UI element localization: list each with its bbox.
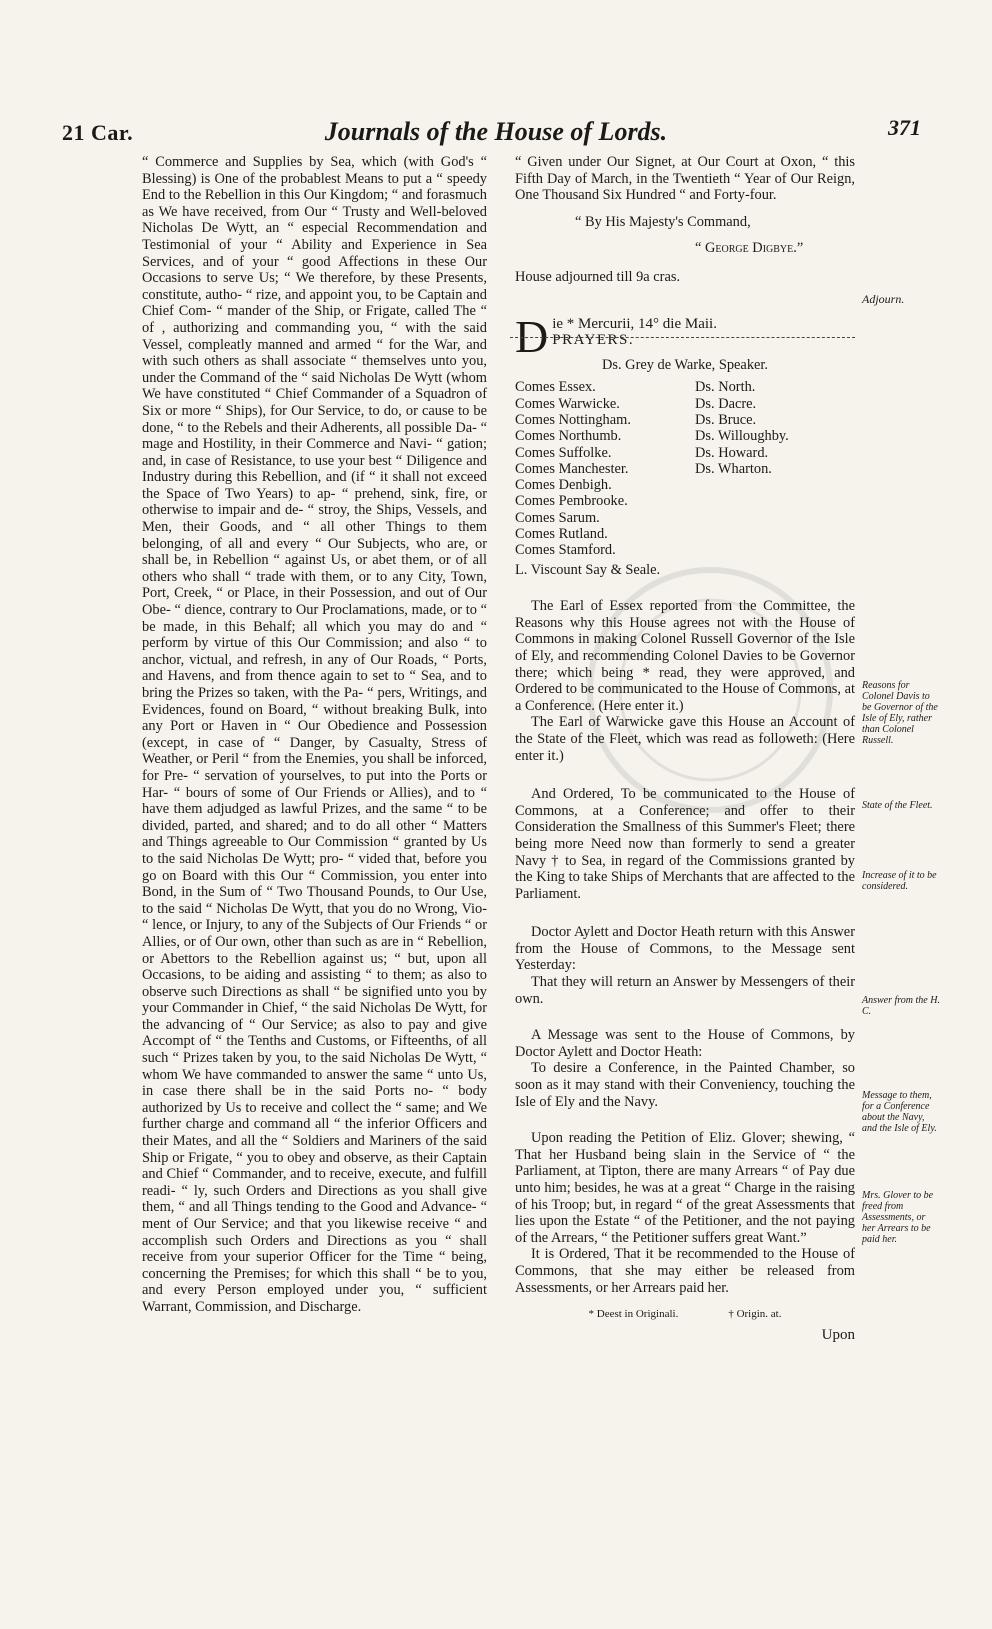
section-rule [510, 337, 855, 338]
answer-return: Doctor Aylett and Doctor Heath return with this Answer from the House of Commons, to the Message sent Yesterday: [515, 924, 855, 974]
attendee-comites-5: Comes Manchester. [515, 460, 629, 477]
attendee-comites-1: Comes Warwicke. [515, 395, 620, 412]
attendee-comites-0: Comes Essex. [515, 379, 596, 396]
margin-note-message: Message to them, for a Conference about the Navy, and the Isle of Ely. [862, 1090, 937, 1134]
attendee-domini-2: Ds. Bruce. [695, 411, 757, 428]
signature: “ George Digbye.” [695, 240, 804, 257]
glover-petition: Upon reading the Petition of Eliz. Glover; shewing, “ That her Husband being slain in the Service of “ the Parliament, at Tipton, there are many Arrears “ of Pay due unto him; besides, he was at a great “ Charge in the raising of his Troop; but, in regard “ of the great Assessments that lies upon the Estate “ of the Petitioner, and the not paying of the Arrears, “ the Petitioner suffers great Want.” [515, 1130, 855, 1246]
attendee-domini-0: Ds. North. [695, 379, 756, 396]
viscount-line: L. Viscount Say & Seale. [515, 561, 661, 578]
running-title: Journals of the House of Lords. [324, 117, 668, 146]
footnote-deest: * Deest in Originali. [588, 1308, 679, 1321]
attendee-comites-3: Comes Northumb. [515, 428, 622, 445]
margin-note-answer: Answer from the H. C. [862, 995, 940, 1017]
adjourned-line: House adjourned till 9a cras. [515, 268, 681, 285]
attendee-domini-3: Ds. Willoughby. [695, 428, 789, 445]
speaker-line: Ds. Grey de Warke, Speaker. [601, 356, 768, 373]
message-sent: A Message was sent to the House of Commons, by Doctor Aylett and Doctor Heath: [515, 1027, 855, 1060]
attendee-domini-5: Ds. Wharton. [695, 460, 772, 477]
margin-note-fleet: State of the Fleet. [862, 800, 933, 811]
margin-note-increase: Increase of it to be considered. [862, 870, 937, 892]
signet-given: “ Given under Our Signet, at Our Court at Oxon, “ this Fifth Day of March, in the Twentieth “ Year of Our Reign, One Thousand Six Hundred “ and Forty-four. [515, 154, 855, 204]
answer-text: That they will return an Answer by Messengers of their own. [515, 974, 855, 1007]
footnotes [515, 1306, 855, 1323]
domini-list [695, 379, 855, 558]
watermark-seal [560, 560, 860, 820]
catchword: Upon [821, 1326, 855, 1343]
regnal-year: 21 Car. [62, 120, 134, 145]
attendee-comites-8: Comes Sarum. [515, 509, 600, 526]
sitting-date: ie * Mercurii, 14° die Maii. [552, 315, 717, 332]
attendee-domini-4: Ds. Howard. [695, 444, 769, 461]
left-column [142, 154, 487, 1316]
margin-note-adjourn: Adjourn. [862, 292, 905, 306]
footnote-origin: † Origin. at. [728, 1308, 782, 1321]
attendee-comites-7: Comes Pembrooke. [515, 493, 628, 510]
glover-order: It is Ordered, That it be recommended to the House of Commons, that she may either be released from Assessments, or her Arrears paid her. [515, 1246, 855, 1296]
margin-note-glover: Mrs. Glover to be freed from Assessments, or her Arrears to be paid her. [862, 1190, 934, 1245]
warwicke-account: The Earl of Warwicke gave this House an Account of the State of the Fleet, which was read as followeth: (Here enter it.) [515, 714, 855, 764]
attendance-list [515, 379, 855, 558]
prayers-heading: PRAYERS. [552, 332, 635, 349]
ordered-fleet: And Ordered, To be communicated to the House of Commons, at a Conference; and offer to their Consideration the Smallness of this Summer's Fleet; there being more Need now than formerly to send a greater Navy † to Sea, in regard of the Commissions granted by the King to take Ships of Merchants that are affected to the Parliament. [515, 786, 855, 902]
comites-list [515, 379, 695, 558]
commission-text: “ Commerce and Supplies by Sea, which (with God's “ Blessing) is One of the probablest Means to put a “ speedy End to the Rebellion in this Our Kingdom; “ and forasmuch as We have received, from Our “ Trusty and Well-beloved Nicholas De Wytt, an “ especial Recommendation and Testimonial of your “ Ability and Experience in Sea Services, and of your “ good Affections in these Our Occasions to serve Us; “ We therefore, by these Presents, constitute, autho- “ rize, and appoint you, to be Captain and Chief Com- “ mander of the Ship, or Frigate, called The “ of , authorizing and commanding you, “ with the said Vessel, compleatly manned and armed “ for the War, and with such others as shall associate “ themselves unto you, under the Command of the “ said Nicholas De Wytt (whom We have constituted “ Chief Commander of a Squadron of Six or more “ Ships), for Our Service, to do, or cause to be done, “ to the Rebels and their Adherents, all possible Da- “ mage and Hostility, in their Commerce and Navi- “ gation; and, in case of Resistance, to use your best “ Diligence and Industry during this Rebellion, and (if “ it shall not exceed the Space of Two Years) to ap- “ prehend, sink, fire, or otherwise to impair and de- “ stroy, the Ships, Vessels, and Men, their Goods, and “ all other Things to them belonging, of all and every “ Our Subjects, who are, or shall be, in Rebellion “ against Us, or abet them, or of all others who shall “ trade with them, or to any City, Town, Port, Creek, “ or Place, in their Possession, and out of Our Obe- “ dience, contrary to Our Proclamations, made, or to “ be made, in this Behalf; all which you may do and “ perform by virtue of this Our Commission; and also “ to anchor, victual, and refresh, in any of Our Roads, “ Ports, and Havens, and from thence again to set to “ Sea, and to bring the Prizes so taken, with the Pa- “ pers, Writings, and Evidences, found on Board, “ without breaking Bulk, into any Port or Haven in “ Our Obedience and Possession (except, in case of “ Danger, by Casualty, Stress of Weather, or Peril “ from the Enemies, you shall be inforced, for Pre- “ servation of yourselves, to put into the Ports or Har- “ bours of some of Our Friends or Allies), and to “ have them adjudged as lawful Prizes, and the same “ to be divided, parted, and shared; and to do all other “ Matters and Things agreeable to Our Commission “ granted by Us to the said Nicholas De Wytt; pro- “ vided that, before you go on Board with this Our “ Commission, you enter into Bond, in the Sum of “ Two Thousand Pounds, to Our Use, to the said “ Nicholas De Wytt, that you do no Wrong, Vio- “ lence, or Injury, to any of the Subjects of Our Friends “ or Allies, or of Our own, other than such as are in “ Rebellion, or Abettors to the Rebellion against us; “ but, upon all Occasions, to be aiding and assisting “ to them; as also to observe such Directions as shall “ be signified unto you by your Commander in Chief, “ the said Nicholas De Wytt, for the advancing of “ Our Service; as also to pay and give Accompt of “ the Tenths and Customs, or Fifteenths, of all such “ Prizes taken by you, to the said Nicholas De Wytt, “ whom We have commanded to answer the same “ unto Us, in case there shall be in the said Ports no- “ body authorized by Us to receive and collect the “ same; and We further charge and command all “ the inferior Officers and their Mates, and all the “ Soldiers and Mariners of the said Ship or Frigate, “ you to obey and observe, as their Captain and Chief “ Commander, and to receive, execute, and fulfill readi- “ ly, such Orders and Directions as you shall give them, “ and all Things tending to the Good and Advance- “ ment of Our Service; and that you likewise receive “ and accomplish such Orders and Directions as you “ shall receive from your superior Officer for the Time “ being, concerning the Premises; for which this shall “ be to you, and every Person employed under you, “ sufficient Warrant, Commission, and Discharge. [142, 154, 487, 1315]
page-number: 371 [888, 115, 921, 140]
attendee-comites-10: Comes Stamford. [515, 542, 616, 559]
attendee-comites-6: Comes Denbigh. [515, 477, 612, 494]
essex-report: The Earl of Essex reported from the Committee, the Reasons why this House agrees not with the House of Commons in making Colonel Russell Governor of the Isle of Ely, and recommending Colonel Davies to be Governor there; which being * read, they were approved, and Ordered to be communicated to the House of Commons, at a Conference. (Here enter it.) [515, 598, 855, 714]
drop-cap: D [515, 310, 549, 362]
attendee-domini-1: Ds. Dacre. [695, 395, 757, 412]
margin-note-reasons: Reasons for Colonel Davis to be Governor of the Isle of Ely, rather than Colonel Russell. [862, 680, 938, 746]
sitting-heading [515, 310, 855, 362]
attendee-comites-9: Comes Rutland. [515, 526, 608, 543]
message-text: To desire a Conference, in the Painted Chamber, so soon as it may stand with their Conveniency, touching the Isle of Ely and the Navy. [515, 1060, 855, 1110]
attendee-comites-2: Comes Nottingham. [515, 411, 631, 428]
majesty-command: “ By His Majesty's Command, [575, 213, 751, 230]
attendee-comites-4: Comes Suffolke. [515, 444, 612, 461]
